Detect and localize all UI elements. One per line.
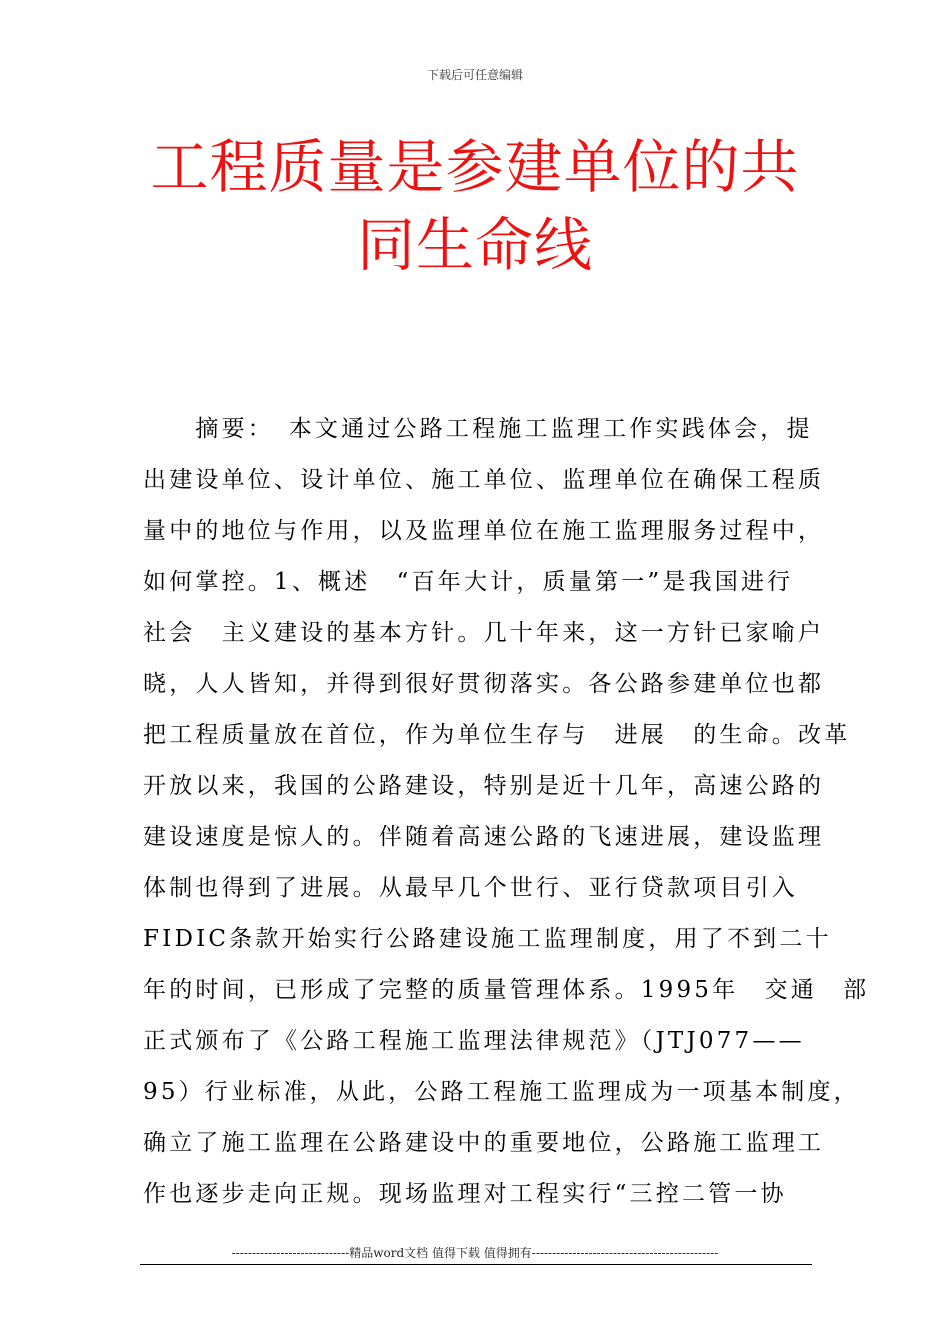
body-line: FIDIC条款开始实行公路建设施工监理制度，用了不到二十 bbox=[143, 926, 832, 952]
footer-note: -----------------------------精品word文档 值得下载 值得拥有---------------------------------------------- bbox=[231, 1246, 719, 1260]
body-line: 如何掌控。1、概述 “百年大计，质量第一”是我国进行 bbox=[143, 569, 794, 595]
body-line: 开放以来，我国的公路建设，特别是近十几年，高速公路的 bbox=[143, 773, 825, 799]
header-note: 下载后可任意编辑 bbox=[426, 68, 523, 82]
body-line: 量中的地位与作用，以及监理单位在施工监理服务过程中， bbox=[143, 518, 825, 544]
body-line: 建设速度是惊人的。伴随着高速公路的飞速进展，建设监理 bbox=[143, 824, 825, 850]
body-line: 社会 主义建设的基本方针。几十年来，这一方针已家喻户 bbox=[143, 620, 825, 646]
body-line: 摘要： 本文通过公路工程施工监理工作实践体会，提 bbox=[143, 416, 813, 442]
body-line: 确立了施工监理在公路建设中的重要地位，公路施工监理工 bbox=[143, 1130, 825, 1156]
body-line: 体制也得到了进展。从最早几个世行、亚行贷款项目引入 bbox=[143, 875, 798, 901]
title-line-1: 工程质量是参建单位的共 bbox=[150, 133, 800, 201]
body-line: 出建设单位、设计单位、施工单位、监理单位在确保工程质 bbox=[143, 467, 825, 493]
body-line: 正式颁布了《公路工程施工监理法律规范》（JTJ077—— bbox=[143, 1028, 805, 1054]
body-line: 作也逐步走向正规。现场监理对工程实行“三控二管一协 bbox=[143, 1181, 787, 1207]
body-line: 晓，人人皆知，并得到很好贯彻落实。各公路参建单位也都 bbox=[143, 671, 825, 697]
footer-divider bbox=[140, 1264, 812, 1265]
body-line: 把工程质量放在首位，作为单位生存与 进展 的生命。改革 bbox=[143, 722, 851, 748]
body-line: 95）行业标准，从此，公路工程施工监理成为一项基本制度， bbox=[143, 1079, 860, 1105]
abstract-body bbox=[143, 404, 870, 1220]
body-line: 年的时间，已形成了完整的质量管理体系。1995年 交通 部 bbox=[143, 977, 870, 1003]
title-line-2: 同生命线 bbox=[356, 211, 593, 279]
document-title bbox=[120, 128, 830, 284]
